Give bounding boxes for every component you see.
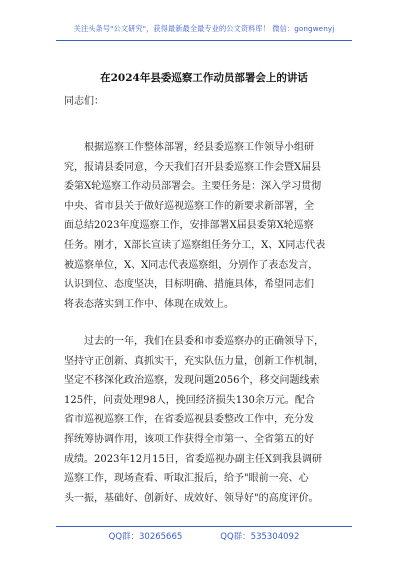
- paragraph-line: 认识到位、态度坚决，目标明确、措施具体，希望同志们: [64, 279, 314, 291]
- qq-group-1: QQ群：30265665: [108, 532, 183, 542]
- page-footer: [0, 530, 408, 542]
- paragraph-line: 省市巡视巡察工作，在省委巡视县委整改工作中，充分发: [64, 414, 314, 426]
- page-header-note: 关注头条号"公文研究"，获得最新最全最专业的公文资料库！ 微信：gongwenyj: [73, 24, 335, 33]
- paragraph-line: 巡察工作，现场查看、听取汇报后，给予"眼前一亮、心: [64, 473, 309, 485]
- paragraph-line: 坚定不移深化政治巡察，发现问题2056个，移交问题线索: [64, 375, 320, 387]
- paragraph-line: 被巡察单位，X、X同志代表巡察组，分别作了表态发言，: [64, 259, 319, 271]
- paragraph-line: 坚持守正创新、真抓实干，充实队伍力量，创新工作机制，: [64, 355, 324, 367]
- paragraph-line: 头一振，基础好、创新好、成效好、领导好"的高度评价。: [64, 492, 319, 504]
- paragraph-line: 挥统筹协调作用，该项工作获得全市第一、全省第五的好: [64, 433, 314, 445]
- document-title: 在2024年县委巡察工作动员部署会上的讲话: [100, 72, 308, 84]
- paragraph-line: 过去的一年，我们在县委和市委巡察办的正确领导下，: [64, 336, 324, 347]
- paragraph-line: 中央、省市县关于做好巡视巡察工作的新要求新部署，全: [64, 200, 314, 212]
- footer-divider: [56, 526, 352, 527]
- paragraph-line: 125件，问责处理98人，挽回经济损失130余万元。配合: [64, 394, 315, 406]
- paragraph-1: [64, 138, 350, 314]
- qq-group-2: QQ群：535304092: [220, 532, 300, 542]
- paragraph-line: 委第X轮巡察工作动员部署会。主要任务是：深入学习贯彻: [64, 181, 322, 193]
- salutation: 同志们：: [64, 96, 104, 107]
- paragraph-line: 任务。刚才，X部长宣读了巡察组任务分工，X、X同志代表: [64, 239, 326, 251]
- paragraph-line: 面总结2023年度巡察工作，安排部署X届县委第X轮巡察: [64, 220, 314, 232]
- paragraph-line: 究，报请县委同意，今天我们召开县委巡察工作会暨X届县: [64, 161, 322, 173]
- header-divider: [56, 40, 352, 41]
- paragraph-line: 根据巡察工作整体部署，经县委巡察工作领导小组研: [64, 142, 314, 153]
- paragraph-line: 成绩。2023年12月15日，省委巡视办副主任X到我县调研: [64, 453, 323, 465]
- paragraph-line: 将表态落实到工作中、体现在成效上。: [64, 298, 234, 310]
- paragraph-2: [64, 332, 350, 508]
